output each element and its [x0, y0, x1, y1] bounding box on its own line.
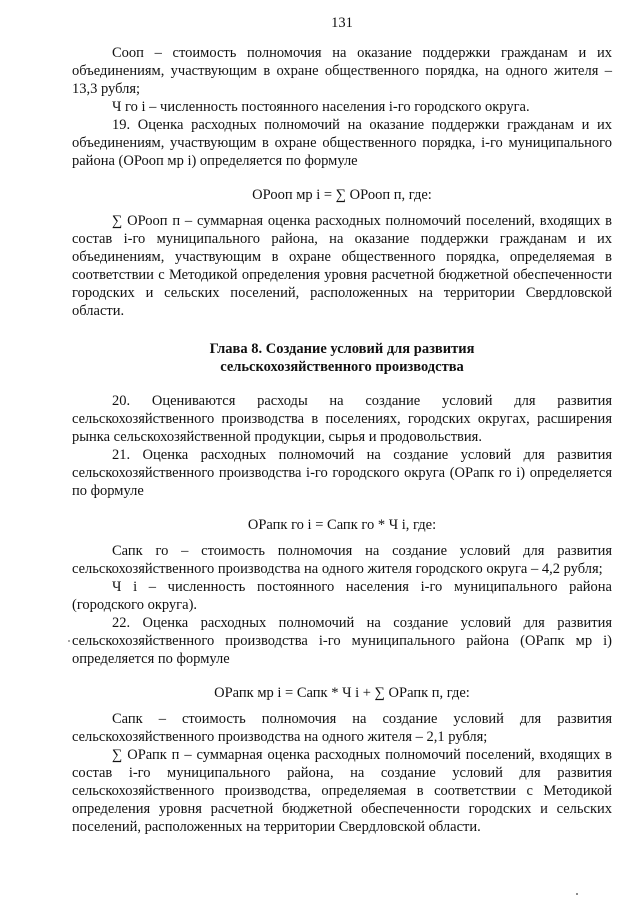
paragraph-sum-oroop: ∑ ОРооп п – суммарная оценка расходных полномочий поселений, входящих в состав i-го муниципального района, на оказание поддержки гражданам и их объединениям, участвующим в охране общественного порядка, определяемая в соответствии с Методикой определения уровня расчетной бюджетной обеспеченности городских и сельских поселений, расположенных на территории Свердловской области.	[72, 213, 612, 319]
document-page	[72, 14, 612, 836]
paragraph-item-22: 22. Оценка расходных полномочий на создание условий для развития сельскохозяйственного производства i-го муниципального района (ОРапк мр i) определяется по формуле	[72, 615, 612, 667]
chapter-8-title	[72, 340, 612, 376]
paragraph-sapk-go-cost: Сапк го – стоимость полномочия на создание условий для развития сельскохозяйственного производства на одного жителя городского округа – 4,2 рубля;	[72, 543, 612, 577]
paragraph-item-20: 20. Оцениваются расходы на создание условий для развития сельскохозяйственного производства в поселениях, городских округах, расширения рынка сельскохозяйственной продукции, сырья и продовольствия.	[72, 393, 612, 445]
formula-oroop-mr: ОРооп мр i = ∑ ОРооп п, где:	[252, 187, 432, 203]
paragraph-item-21: 21. Оценка расходных полномочий на создание условий для развития сельскохозяйственного производства i-го городского округа (ОРапк го i) определяется по формуле	[72, 447, 612, 499]
formula-orapk-go: ОРапк го i = Сапк го * Ч i, где:	[247, 517, 437, 533]
paragraph-population-go: Ч го i – численность постоянного населения i-го городского округа.	[112, 99, 530, 115]
page-number: 131	[331, 15, 353, 31]
paragraph-item-19: 19. Оценка расходных полномочий на оказание поддержки гражданам и их объединениям, участвующим в охране общественного порядка, i-го муниципального района (ОРооп мр i) определяется по формуле	[72, 117, 612, 169]
scan-speck	[576, 893, 578, 895]
scan-speck	[68, 640, 70, 642]
chapter-title-line2: сельскохозяйственного производства	[220, 359, 464, 375]
paragraph-coop-cost: Cооп – стоимость полномочия на оказание поддержки гражданам и их объединениям, участвующим в охране общественного порядка, на одного жителя – 13,3 рубля;	[72, 45, 612, 97]
chapter-title-line1: Глава 8. Создание условий для развития	[209, 341, 475, 357]
paragraph-population-i: Ч i – численность постоянного населения i-го муниципального района (городского округа).	[72, 579, 612, 613]
paragraph-sapk-cost: Сапк – стоимость полномочия на создание условий для развития сельскохозяйственного производства на одного жителя – 2,1 рубля;	[72, 711, 612, 745]
paragraph-sum-orapk: ∑ ОРапк п – суммарная оценка расходных полномочий поселений, входящих в состав i-го муниципального района, на создание условий для развития сельскохозяйственного производства, определяемая в соответствии с Методикой определения уровня расчетной бюджетной обеспеченности городских и сельских поселений, расположенных на территории Свердловской области.	[72, 747, 612, 835]
formula-orapk-mr: ОРапк мр i = Сапк * Ч i + ∑ ОРапк п, где:	[214, 685, 470, 701]
